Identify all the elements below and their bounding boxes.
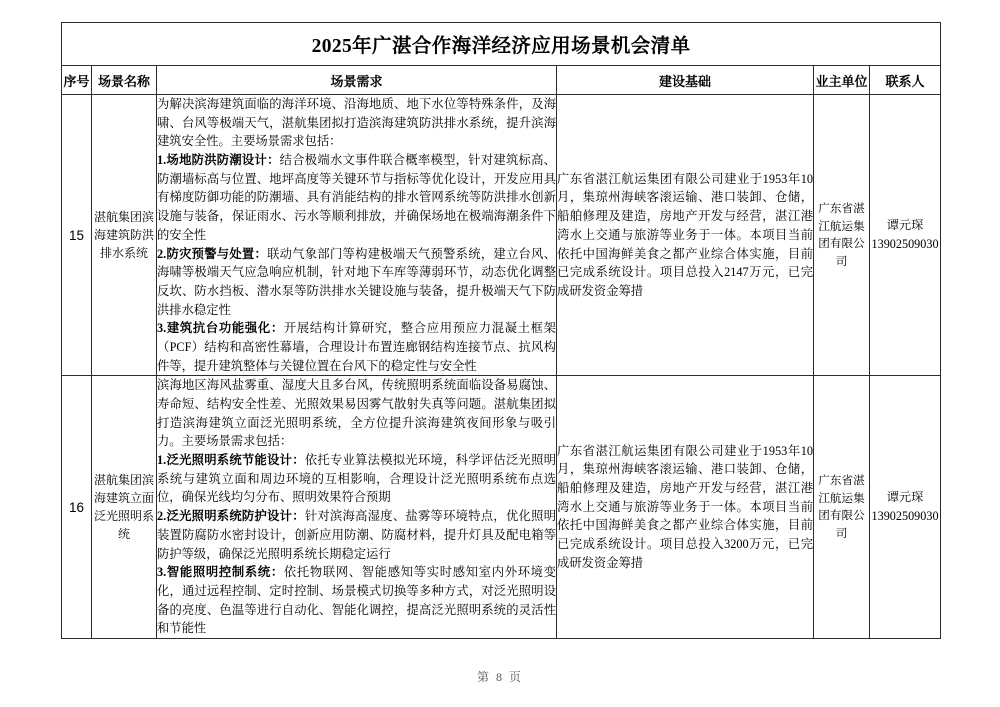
page-footer: 第 8 页	[476, 670, 523, 684]
contact-name: 谭元琛	[886, 490, 924, 505]
scene-demand	[157, 376, 557, 639]
demand-item	[157, 507, 556, 563]
demand-item-text: 联动气象部门等构建极端天气预警系统，建立台风、海啸等极端天气应急响应机制，针对地下车库等薄弱环节，动态优化调整反坎、防水挡板、潜水泵等防洪排水关键设施与装备，提升极端天气下防洪排水稳定性	[157, 246, 556, 317]
construction-basis: 广东省湛江航运集团有限公司建业于1953年10月，集琼州海峡客滚运输、港口装卸、仓储，船舶修理及建造，房地产开发与经营，湛江港湾水上交通与旅游等业务于一体。本项目当前依托中国海鲜美食之都产业综合体实施，目前已完成系统设计。项目总投入3200万元，已完成研发资金筹措	[557, 376, 814, 639]
demand-item-text: 结合极端水文事件联合概率模型，针对建筑标高、防潮墙标高与位置、地坪高度等关键环节与指标等优化设计，开发应用具有梯度防御功能的防潮墙、具有消能结构的排水管网系统等防洪排水创新设施与装备，保证雨水、污水等顺利排放，并确保场地在极端海潮条件下的安全性	[157, 153, 556, 242]
column-header-no: 序号	[62, 66, 92, 95]
demand-item	[157, 563, 556, 638]
contact-info	[870, 95, 941, 376]
contact-name: 谭元琛	[886, 218, 924, 233]
demand-intro: 为解决滨海建筑面临的海洋环境、沿海地质、地下水位等特殊条件，及海啸、台风等极端天气，湛航集团拟打造滨海建筑防洪排水系统，提升滨海建筑安全性。主要场景需求包括：	[157, 97, 556, 149]
construction-basis: 广东省湛江航运集团有限公司建业于1953年10月，集琼州海峡客滚运输、港口装卸、仓储，船舶修理及建造，房地产开发与经营，湛江港湾水上交通与旅游等业务于一体。本项目当前依托中国海鲜美食之都产业综合体实施，目前已完成系统设计。项目总投入2147万元，已完成研发资金筹措	[557, 95, 814, 376]
contact-phone: 13902509030	[871, 509, 939, 524]
column-header-contact: 联系人	[870, 66, 941, 95]
row-number: 15	[62, 95, 92, 376]
demand-item-text: 依托物联网、智能感知等实时感知室内外环境变化，通过远程控制、定时控制、场景模式切换等多种方式，对泛光照明设备的亮度、色温等进行自动化、智能化调控，提高泛光照明系统的灵活性和节能性	[157, 565, 556, 636]
demand-item	[157, 245, 556, 320]
demand-item-text: 开展结构计算研究，整合应用预应力混凝土框架（PCF）结构和高密性幕墙，合理设计布置连廊钢结构连接节点、抗风构件等，提升建筑整体与关键位置在台风下的稳定性与安全性	[157, 321, 556, 373]
demand-item-label: 2.防灾预警与处置：	[157, 246, 268, 261]
demand-item-label: 2.泛光照明系统防护设计：	[157, 509, 305, 524]
demand-item	[157, 451, 556, 507]
demand-intro: 滨海地区海风盐雾重、湿度大且多台风，传统照明系统面临设备易腐蚀、寿命短、结构安全性差、光照效果易因雾气散射失真等问题。湛航集团拟打造滨海建筑立面泛光照明系统，全方位提升滨海建筑夜间形象与吸引力。主要场景需求包括：	[157, 378, 556, 449]
row-number: 16	[62, 376, 92, 639]
table-row	[62, 376, 941, 639]
demand-item-label: 1.场地防洪防潮设计：	[157, 153, 280, 168]
scene-name: 湛航集团滨海建筑立面泛光照明系统	[92, 376, 157, 639]
table-header-row	[62, 66, 941, 95]
contact-phone: 13902509030	[871, 237, 939, 252]
column-header-scene-demand: 场景需求	[157, 66, 557, 95]
owner-unit: 广东省湛江航运集团有限公司	[814, 95, 870, 376]
table-row	[62, 95, 941, 376]
column-header-owner-unit: 业主单位	[814, 66, 870, 95]
demand-item	[157, 151, 556, 244]
contact-info	[870, 376, 941, 639]
table-title-row	[62, 23, 941, 66]
demand-item	[157, 319, 556, 375]
scene-demand	[157, 95, 557, 376]
demand-item-label: 1.泛光照明系统节能设计：	[157, 453, 305, 468]
document-title: 2025年广湛合作海洋经济应用场景机会清单	[62, 23, 941, 66]
column-header-construction-basis: 建设基础	[557, 66, 814, 95]
demand-item-label: 3.智能照明控制系统：	[157, 565, 284, 580]
demand-item-label: 3.建筑抗台功能强化：	[157, 321, 284, 336]
owner-unit: 广东省湛江航运集团有限公司	[814, 376, 870, 639]
scene-name: 湛航集团滨海建筑防洪排水系统	[92, 95, 157, 376]
demand-item-text: 针对滨海高湿度、盐雾等环境特点，优化照明装置防腐防水密封设计，创新应用防潮、防腐材料，提升灯具及配电箱等防护等级，确保泛光照明系统长期稳定运行	[157, 509, 556, 561]
column-header-scene-name: 场景名称	[92, 66, 157, 95]
opportunity-list-table	[61, 22, 941, 639]
demand-item-text: 依托专业算法模拟光环境，科学评估泛光照明系统与建筑立面和周边环境的互相影响，合理设计泛光照明系统布点选位，确保光线均匀分布、照明效果符合预期	[157, 453, 556, 505]
